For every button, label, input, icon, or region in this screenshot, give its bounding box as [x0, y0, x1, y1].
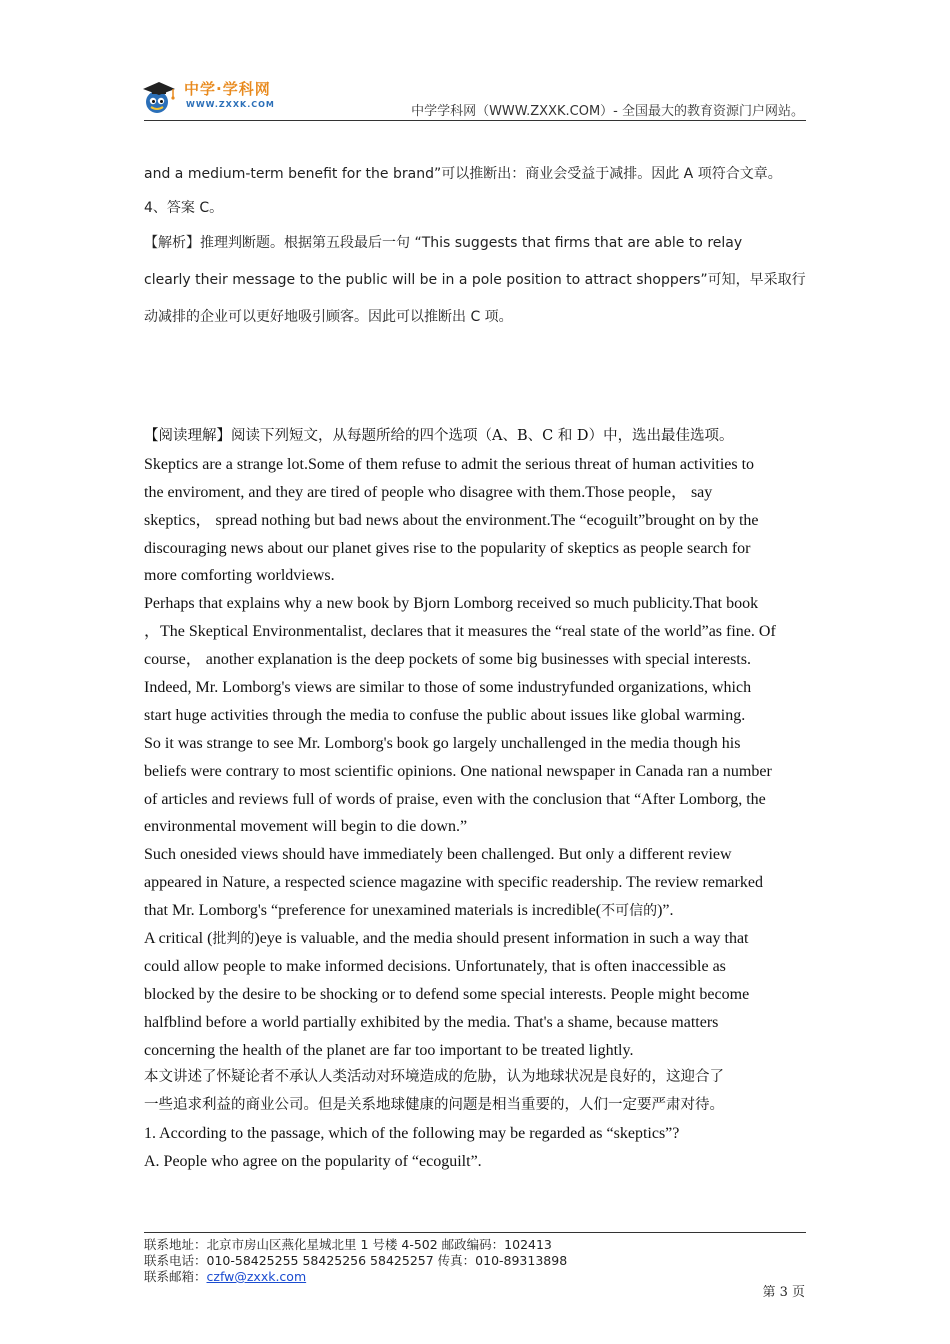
logo-text: 中学·学科网 — [184, 80, 271, 98]
explanation-line: clearly their message to the public will be in a pole position to attract shoppers”可知，早采取行 — [144, 272, 806, 288]
footer-phone: 联系电话：010-58425255 58425256 58425257 传真：010-89313898 — [144, 1253, 568, 1268]
explanation-line: 【解析】推理判断题。根据第五段最后一句 “This suggests that firms that are able to relay — [144, 235, 743, 251]
passage-line: ，The Skeptical Environmentalist, declares that it measures the “real state of the world”as fine. Of — [144, 623, 776, 641]
reading-section — [144, 423, 816, 1176]
passage-line: beliefs were contrary to most scientific opinions. One national newspaper in Canada ran a number — [144, 762, 772, 780]
graduation-cap-mascot-icon — [140, 78, 178, 116]
summary-line: 本文讲述了怀疑论者不承认人类活动对环境造成的危胁，认为地球状况是良好的，这迎合了 — [144, 1069, 724, 1086]
passage-line: the enviroment, and they are tired of people who disagree with them.Those people， say — [144, 483, 713, 501]
passage-line: discouraging news about our planet gives rise to the popularity of skeptics as people search for — [144, 539, 751, 557]
passage-line: appeared in Nature, a respected science magazine with specific readership. The review remarked — [144, 874, 763, 892]
footer-email-link[interactable]: czfw@zxxk.com — [206, 1269, 307, 1284]
site-logo — [140, 76, 285, 118]
passage-line: Skeptics are a strange lot.Some of them refuse to admit the serious threat of human activities to — [144, 455, 755, 473]
explanation-line: 动减排的企业可以更好地吸引顾客。因此可以推断出 C 项。 — [144, 309, 513, 325]
passage-line: more comforting worldviews. — [144, 567, 335, 585]
passage-line: start huge activities through the media to confuse the public about issues like global warming. — [144, 706, 746, 724]
passage-text: )eye is valuable, and the media should present information in such a way that — [254, 930, 749, 948]
passage-line: blocked by the desire to be shocking or to defend some special interests. People might become — [144, 985, 750, 1003]
passage-line: Such onesided views should have immediately been challenged. But only a different review — [144, 846, 732, 864]
passage-line — [144, 897, 816, 925]
answer-4: 4、答案 C。 — [144, 200, 224, 216]
gloss-text: 不可信的 — [601, 903, 658, 920]
footer-divider — [144, 1232, 806, 1233]
logo-url: WWW.ZXXK.COM — [186, 100, 275, 109]
page-number: 第 3 页 — [762, 1285, 805, 1300]
passage-line: So it was strange to see Mr. Lomborg's book go largely unchallenged in the media though his — [144, 734, 741, 752]
header-divider — [144, 120, 806, 121]
analysis-continuation: and a medium-term benefit for the brand”可以推断出：商业会受益于减排。因此 A 项符合文章。 — [144, 166, 782, 182]
footer-email-row — [144, 1267, 306, 1285]
passage-line: environmental movement will begin to die down.” — [144, 818, 468, 836]
passage-line: Perhaps that explains why a new book by Bjorn Lomborg received so much publicity.That book — [144, 595, 759, 613]
passage-line: skeptics， spread nothing but bad news about the environment.The “ecoguilt”brought on by the — [144, 511, 759, 529]
passage-text: that Mr. Lomborg's “preference for unexamined materials is incredible( — [144, 902, 602, 920]
footer-address: 联系地址：北京市房山区燕化星城北里 1 号楼 4-502 邮政编码：102413 — [144, 1237, 552, 1252]
question-1-option-a: A. People who agree on the popularity of “ecoguilt”. — [144, 1153, 482, 1171]
question-1: 1. According to the passage, which of the following may be regarded as “skeptics”? — [144, 1125, 680, 1143]
header-slogan: 中学学科网（WWW.ZXXK.COM）- 全国最大的教育资源门户网站。 — [411, 104, 804, 119]
reading-instruction: 【阅读理解】阅读下列短文，从每题所给的四个选项（A、B、C 和 D）中，选出最佳选项。 — [144, 428, 734, 444]
passage-line — [144, 925, 816, 953]
gloss-text: 批判的 — [212, 931, 255, 948]
passage-line: halfblind before a world partially exhibited by the media. That's a shame, because matters — [144, 1013, 719, 1031]
passage-line: course， another explanation is the deep pockets of some big businesses with special interests. — [144, 651, 751, 669]
footer-email-label: 联系邮箱： — [144, 1269, 207, 1284]
summary-line: 一些追求利益的商业公司。但是关系地球健康的问题是相当重要的，人们一定要严肃对待。 — [144, 1097, 724, 1114]
passage-text: )”. — [657, 902, 674, 920]
passage-text: A critical ( — [144, 930, 213, 948]
passage-line: concerning the health of the planet are far too important to be treated lightly. — [144, 1041, 634, 1059]
passage-line: Indeed, Mr. Lomborg's views are similar to those of some industryfunded organizations, which — [144, 679, 752, 697]
passage-line: could allow people to make informed decisions. Unfortunately, that is often inaccessible as — [144, 957, 726, 975]
passage-line: of articles and reviews full of words of praise, even with the conclusion that “After Lomborg, the — [144, 790, 766, 808]
